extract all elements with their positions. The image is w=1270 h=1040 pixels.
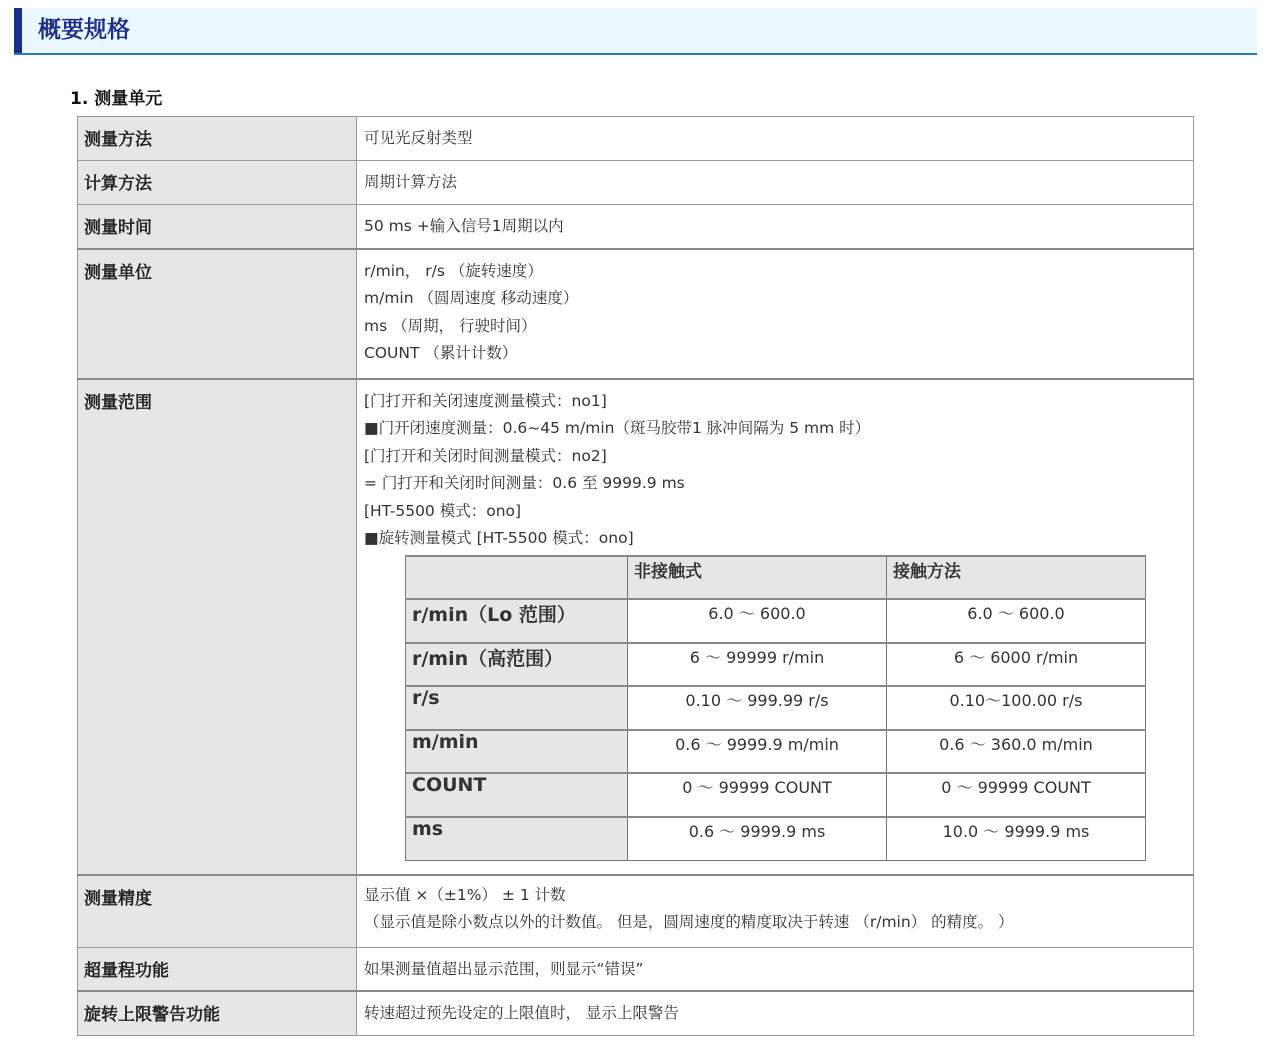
range-contact-value: 0.6 ～ 360.0 m/min [887,730,1146,774]
range-header-cell: 非接触式 [628,556,887,600]
range-noncontact-value: 0.6 ～ 9999.9 ms [628,817,887,861]
range-header-cell: 接触方法 [887,556,1146,600]
spec-value [357,161,1194,205]
page-header [14,8,1257,55]
spec-value [357,947,1194,991]
range-noncontact-value: 0 ～ 99999 COUNT [628,773,887,817]
spec-value-line: 50 ms +输入信号1周期以内 [364,217,564,235]
spec-row-overrange [78,947,1194,991]
range-row-label: COUNT [406,773,628,817]
spec-row-range [78,379,1194,875]
range-noncontact-value: 6 ～ 99999 r/min [628,643,887,687]
spec-value-line: ■门开闭速度测量：0.6~45 m/min（斑马胶带1 脉冲间隔为 5 mm 时） [364,419,871,437]
spec-value-line: = 门打开和关闭时间测量：0.6 至 9999.9 ms [364,474,685,492]
range-contact-value: 6 ～ 6000 r/min [887,643,1146,687]
spec-label: 旋转上限警告功能 [78,991,357,1035]
spec-label: 测量范围 [78,379,357,875]
range-row [406,817,1146,861]
spec-value-line: [HT-5500 模式：ono] [364,501,522,520]
range-row [406,730,1146,774]
range-row-label: m/min [406,730,628,774]
spec-value-line: COUNT （累计计数） [364,344,518,362]
spec-value [357,249,1194,379]
spec-value-line: [门打开和关闭速度测量模式：no1] [364,391,607,410]
spec-label: 测量单位 [78,249,357,379]
spec-label: 超量程功能 [78,947,357,991]
spec-value-line: 可见光反射类型 [364,129,473,147]
spec-row-accuracy [78,875,1194,948]
spec-row-units [78,249,1194,379]
range-row [406,686,1146,730]
range-row-label: r/min（高范围） [406,643,628,687]
header-accent-bar [14,8,22,53]
spec-value-line: m/min （圆周速度 移动速度） [364,289,579,307]
spec-label: 测量方法 [78,117,357,161]
section-title: 1. 测量单元 [70,89,163,109]
spec-label: 计算方法 [78,161,357,205]
range-row [406,773,1146,817]
range-table [405,555,1146,861]
spec-label: 测量精度 [78,875,357,948]
page-title: 概要规格 [38,17,130,43]
range-contact-value: 0.10～100.00 r/s [887,686,1146,730]
range-row [406,643,1146,687]
spec-value-line: ms （周期， 行驶时间） [364,316,537,335]
spec-value-line: [门打开和关闭时间测量模式：no2] [364,446,607,465]
spec-value-line: 如果测量值超出显示范围，则显示“错误” [364,959,644,978]
spec-value-line: 显示值 ×（±1%） ± 1 计数 [364,885,566,904]
spec-value [357,875,1194,948]
range-table-header [406,556,1146,600]
spec-value-line: 转速超过预先设定的上限值时， 显示上限警告 [364,1004,679,1022]
spec-value-line: ■旋转测量模式 [HT-5500 模式：ono] [364,529,634,547]
range-contact-value: 6.0 ～ 600.0 [887,599,1146,643]
range-contact-value: 0 ～ 99999 COUNT [887,773,1146,817]
spec-table [77,116,1194,1036]
spec-value-line: r/min， r/s （旋转速度） [364,261,543,280]
range-row-label: r/s [406,686,628,730]
range-noncontact-value: 6.0 ～ 600.0 [628,599,887,643]
spec-row-upper-limit [78,991,1194,1035]
spec-row-calculation [78,161,1194,205]
range-row-label: r/min（Lo 范围） [406,599,628,643]
range-contact-value: 10.0 ～ 9999.9 ms [887,817,1146,861]
spec-value [357,205,1194,249]
spec-row-method [78,117,1194,161]
spec-label: 测量时间 [78,205,357,249]
range-header-cell [406,556,628,600]
range-noncontact-value: 0.6 ～ 9999.9 m/min [628,730,887,774]
range-noncontact-value: 0.10 ～ 999.99 r/s [628,686,887,730]
range-row-label: ms [406,817,628,861]
spec-value-line: 周期计算方法 [364,173,458,191]
spec-row-time [78,205,1194,249]
range-row [406,599,1146,643]
spec-value [357,991,1194,1035]
spec-value-line: （显示值是除小数点以外的计数值。 但是，圆周速度的精度取决于转速 （r/min） 的精度。 ） [364,913,1014,931]
spec-value [357,379,1194,875]
spec-value [357,117,1194,161]
